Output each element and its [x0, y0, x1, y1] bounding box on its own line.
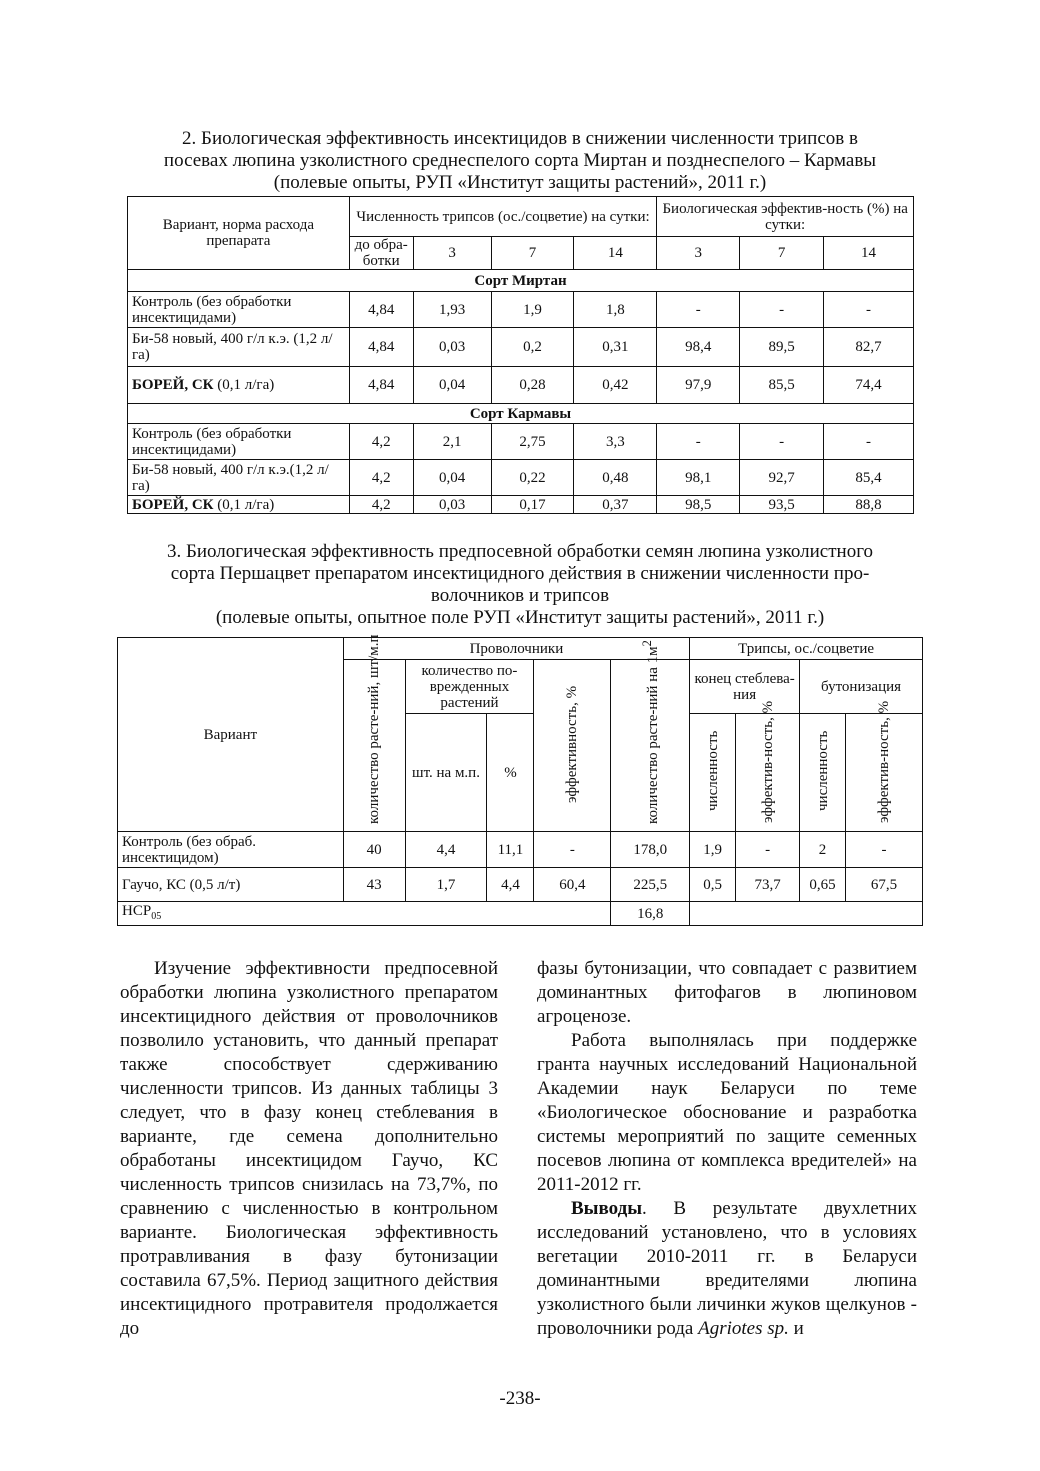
- t2-row-name-bold: БОРЕЙ, СК: [132, 496, 214, 513]
- t2-header-count-group: Численность трипсов (ос./соцветие) на сутки:: [349, 197, 657, 237]
- t2-cell: 0,03: [413, 328, 491, 367]
- t3-row-name: Контроль (без обраб. инсектицидом): [118, 832, 344, 868]
- t2-cell: 0,22: [491, 460, 574, 496]
- page-number: -238-: [499, 1388, 541, 1409]
- t3-cell: -: [534, 832, 611, 868]
- t2-cell: 85,4: [824, 460, 914, 496]
- t2-cell: -: [740, 424, 824, 460]
- t2-row-name-bold: БОРЕЙ, СК: [132, 377, 214, 393]
- table3-caption-line: 3. Биологическая эффективность предпосевной обработки семян люпина узколистного: [166, 541, 874, 562]
- t3-nsr-value: 16,8: [611, 902, 690, 926]
- t2-cell: 4,84: [349, 328, 413, 367]
- t2-row-name-rest: (0,1 л/га): [213, 377, 275, 393]
- t3-header-budding: бутонизация: [800, 660, 923, 714]
- t2-header-variant: Вариант, норма расхода препарата: [128, 197, 350, 270]
- table3-caption-line: волочников и трипсов: [430, 585, 610, 606]
- t3-header-eff2: эффектив-ность, %: [846, 714, 923, 832]
- t2-cell: -: [824, 424, 914, 460]
- t3-header-variant: Вариант: [118, 638, 344, 832]
- t2-cell: 0,31: [574, 328, 657, 367]
- t2-cell: 1,9: [491, 292, 574, 328]
- t2-row-name: Контроль (без обработки инсектицидами): [128, 424, 350, 460]
- t3-header-pct: %: [487, 714, 534, 832]
- t3-cell: 43: [343, 868, 405, 902]
- t2-row-name-rest: (0,1 л/га): [213, 496, 275, 513]
- t3-row-name: Гаучо, КС (0,5 л/т): [118, 868, 344, 902]
- table3-caption-line: (полевые опыты, опытное поле РУП «Институт защиты растений», 2011 г.): [215, 607, 825, 628]
- t2-cell: 98,4: [657, 328, 740, 367]
- table2-caption-line: посевах люпина узколистного среднеспелого сорта Миртан и позднеспелого – Кармавы: [163, 150, 877, 171]
- t3-header-thrips-group: Трипсы, ос./соцветие: [690, 638, 923, 660]
- t3-cell: 2: [800, 832, 846, 868]
- t2-row-name: [128, 496, 350, 514]
- t3-cell: 0,65: [800, 868, 846, 902]
- t3-header-count1: численность: [690, 714, 736, 832]
- t2-section-title: Сорт Кармавы: [128, 404, 914, 424]
- t2-cell: 0,04: [413, 460, 491, 496]
- t2-header-day3: 3: [413, 237, 491, 270]
- t2-row-name: [128, 367, 350, 404]
- t2-cell: 0,42: [574, 367, 657, 404]
- t3-nsr-label: $НСР_{05}$: [118, 902, 611, 926]
- table2-caption-line: (полевые опыты, РУП «Институт защиты растений», 2011 г.): [273, 172, 767, 193]
- right-paragraph-1: фазы бутонизации, что совпадает с развитием доминантных фитофагов в люпиновом агроценозе.: [537, 958, 917, 1027]
- t2-cell: 1,8: [574, 292, 657, 328]
- t2-cell: 2,1: [413, 424, 491, 460]
- table3: [117, 633, 923, 926]
- t3-cell: 0,5: [690, 868, 736, 902]
- t2-cell: 85,5: [740, 367, 824, 404]
- t2-cell: 0,03: [413, 496, 491, 514]
- t2-cell: -: [657, 292, 740, 328]
- t2-header-eff3: 3: [657, 237, 740, 270]
- t2-cell: 4,2: [349, 496, 413, 514]
- t3-cell: 1,7: [405, 868, 487, 902]
- t3-header-pcs: шт. на м.п.: [405, 714, 487, 832]
- t2-cell: -: [824, 292, 914, 328]
- left-column: [120, 957, 498, 1341]
- t2-cell: 1,93: [413, 292, 491, 328]
- t2-cell: 0,17: [491, 496, 574, 514]
- t2-cell: 0,2: [491, 328, 574, 367]
- t2-cell: 3,3: [574, 424, 657, 460]
- t3-cell: 40: [343, 832, 405, 868]
- t3-header-damaged-group: количество по-врежденных растений: [405, 660, 534, 714]
- t2-header-day14: 14: [574, 237, 657, 270]
- t3-header-plants-per-m2: количество расте-ний на $1м^2$: [611, 660, 690, 832]
- t2-cell: 82,7: [824, 328, 914, 367]
- t2-row-name: Би-58 новый, 400 г/л к.э.(1,2 л/га): [128, 460, 350, 496]
- left-paragraph: Изучение эффективности предпосевной обработки люпина узколистного препаратом инсектицидного действия от проволочников позволило установить, что данный препарат также способствует сдерживанию численности трипсов. Из данных таблицы 3 следует, что в фазу конец стеблевания в варианте, где семена дополнительно обработаны инсектицидом Гаучо, КС численность трипсов снизилась на 73,7%, по сравнению с численностью в контрольном варианте. Биологическая эффективность протравливания в фазу бутонизации составила 67,5%. Период защитного действия инсектицидного протравителя продолжается до: [120, 958, 498, 1339]
- t2-cell: 0,28: [491, 367, 574, 404]
- t2-header-eff14: 14: [824, 237, 914, 270]
- t2-cell: 4,84: [349, 367, 413, 404]
- table2: [127, 196, 914, 514]
- t3-header-end-stem: конец стеблева-ния: [690, 660, 800, 714]
- t2-section-title: Сорт Миртан: [128, 270, 914, 292]
- t2-cell: 0,48: [574, 460, 657, 496]
- table2-caption: [100, 128, 940, 194]
- t3-cell: -: [736, 832, 800, 868]
- t3-header-eff1: эффектив-ность, %: [736, 714, 800, 832]
- t3-header-effect: эффективность, %: [534, 660, 611, 832]
- t3-cell: 67,5: [846, 868, 923, 902]
- t2-cell: 89,5: [740, 328, 824, 367]
- t3-header-wire-group: Проволочники: [343, 638, 690, 660]
- right-paragraph-3: Выводы. В результате двухлетних исследований установлено, что в условиях вегетации 2010-2011 гг. в Беларуси доминантными вредителями люпина узколистного были личинки жуков щелкунов - проволочники рода Agriotes sp. и: [537, 1198, 917, 1339]
- table3-caption-line: сорта Першацвет препаратом инсектицидного действия в снижении численности про-: [170, 563, 870, 584]
- t2-cell: 88,8: [824, 496, 914, 514]
- t2-cell: 98,5: [657, 496, 740, 514]
- table2-caption-line: 2. Биологическая эффективность инсектицидов в снижении численности трипсов в: [182, 128, 858, 149]
- t2-cell: 0,04: [413, 367, 491, 404]
- t2-cell: 93,5: [740, 496, 824, 514]
- t2-cell: -: [657, 424, 740, 460]
- t2-row-name: Би-58 новый, 400 г/л к.э. (1,2 л/га): [128, 328, 350, 367]
- t3-cell: 60,4: [534, 868, 611, 902]
- t2-cell: 74,4: [824, 367, 914, 404]
- t2-cell: 4,84: [349, 292, 413, 328]
- t2-cell: 2,75: [491, 424, 574, 460]
- t2-row-name: Контроль (без обработки инсектицидами): [128, 292, 350, 328]
- t2-cell: 98,1: [657, 460, 740, 496]
- t3-nsr-empty: [690, 902, 923, 926]
- t2-cell: -: [740, 292, 824, 328]
- t3-cell: 178,0: [611, 832, 690, 868]
- t2-header-day7: 7: [491, 237, 574, 270]
- t2-header-eff-group: Биологическая эффектив-ность (%) на сутки:: [657, 197, 914, 237]
- t3-cell: 4,4: [487, 868, 534, 902]
- t2-cell: 97,9: [657, 367, 740, 404]
- t3-cell: 11,1: [487, 832, 534, 868]
- t3-cell: 73,7: [736, 868, 800, 902]
- t3-cell: 4,4: [405, 832, 487, 868]
- t2-cell: 4,2: [349, 460, 413, 496]
- t2-header-eff7: 7: [740, 237, 824, 270]
- t2-header-before: до обра-ботки: [349, 237, 413, 270]
- t3-cell: 225,5: [611, 868, 690, 902]
- t2-cell: 92,7: [740, 460, 824, 496]
- t3-cell: -: [846, 832, 923, 868]
- table3-caption: [100, 541, 940, 629]
- t3-cell: 1,9: [690, 832, 736, 868]
- t2-cell: 0,37: [574, 496, 657, 514]
- t3-header-plants-count: количество расте-ний, шт/м.п: [343, 660, 405, 832]
- right-column: [537, 957, 917, 1341]
- t2-cell: 4,2: [349, 424, 413, 460]
- t3-header-count2: численность: [800, 714, 846, 832]
- right-paragraph-2: Работа выполнялась при поддержке гранта научных исследований Национальной Академии наук Беларуси по теме «Биологическое обоснование и разработка системы мероприятий по защите семенных посевов люпина от комплекса вредителей» на 2011-2012 гг.: [537, 1030, 917, 1195]
